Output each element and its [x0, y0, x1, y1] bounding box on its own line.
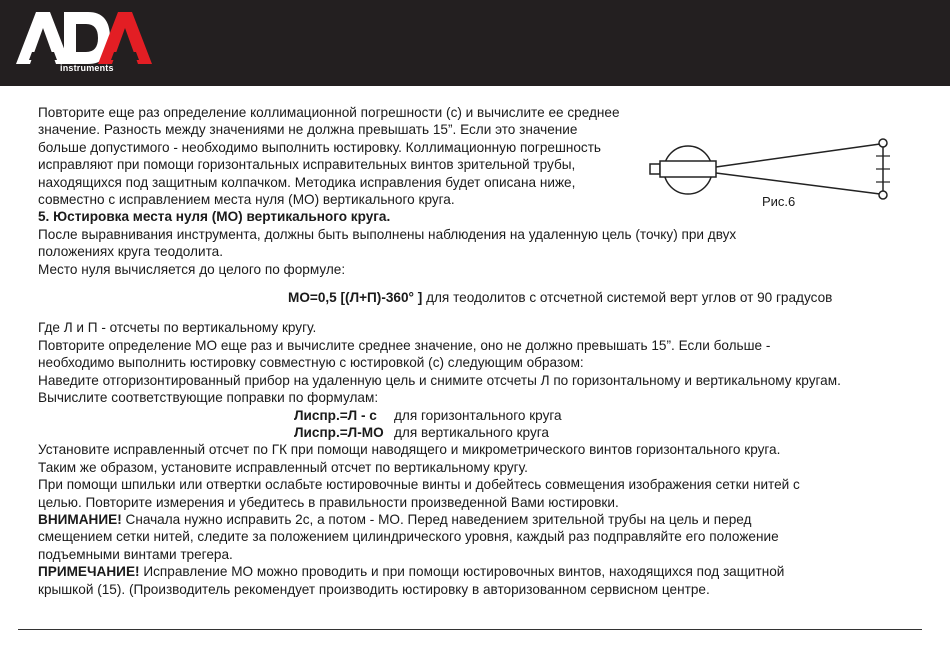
note-label: ПРИМЕЧАНИЕ! — [38, 564, 140, 580]
correction-description: для вертикального круга — [394, 424, 549, 440]
formula-note: для теодолитов с отсчетной системой верт углов от 90 градусов — [422, 290, 833, 306]
text-line: Установите исправленный отсчет по ГК при помощи наводящего и микрометрического винтов горизонтального круга. — [38, 442, 781, 458]
text-line: Таким же образом, установите исправленный отсчет по вертикальному кругу. — [38, 459, 528, 475]
correction-expression: Лиспр.=Л - с — [294, 407, 377, 423]
text-line: Повторите еще раз определение коллимационной погрешности (с) и вычислите ее среднее — [38, 105, 620, 120]
note-line — [38, 563, 913, 580]
formula-expression: МО=0,5 [(Л+П)-360° ] — [288, 290, 423, 306]
text-line: целью. Повторите измерения и убедитесь в правильности произведенной Вами юстировки. — [38, 494, 619, 510]
text-line: смещением сетки нитей, следите за положением цилиндрического уровня, каждый раз подправляйте его положение — [38, 529, 779, 545]
text-line: подъемными винтами трегера. — [38, 546, 233, 562]
text-line: положениях круга теодолита. — [38, 244, 223, 260]
warning-line — [38, 511, 913, 528]
text-line: больше допустимого - необходимо выполнить юстировку. Коллимационную погрешность — [38, 139, 602, 155]
warning-text: Сначала нужно исправить 2с, а потом - МО. Перед наведением зрительной трубы на цель и перед — [121, 511, 752, 527]
text-line: После выравнивания инструмента, должны быть выполнены наблюдения на удаленную цель (точку) при двух — [38, 226, 737, 242]
text-line: При помощи шпильки или отвертки ослабьте юстировочные винты и добейтесь совмещения изображения сетки нитей с — [38, 477, 800, 493]
text-line: Место нуля вычисляется до целого по формуле: — [38, 261, 346, 277]
formula-line — [38, 289, 913, 306]
correction-formula — [38, 424, 913, 441]
correction-expression: Лиспр.=Л-МО — [294, 424, 384, 440]
text-line: Где Л и П - отсчеты по вертикальному кругу. — [38, 320, 317, 336]
correction-formula — [38, 407, 913, 424]
text-line: крышкой (15). (Производитель рекомендует производить юстировку в авторизованном сервисном центре. — [38, 581, 710, 597]
text-line: Вычислите соответствующие поправки по формулам: — [38, 390, 379, 406]
text-line: находящихся под защитным колпачком. Методика исправления будет описана ниже, — [38, 174, 576, 190]
warning-label: ВНИМАНИЕ! — [38, 511, 122, 527]
footer-divider — [18, 629, 922, 630]
text-line: совместно с исправлением места нуля (МО) вертикального круга. — [38, 192, 455, 208]
logo-subtitle: instruments — [60, 63, 114, 73]
section-heading: 5. Юстировка места нуля (МО) вертикального круга. — [38, 209, 391, 225]
figure-label: Рис.6 — [762, 194, 796, 209]
text-line: необходимо выполнить юстировку совместную с юстировкой (с) следующим образом: — [38, 355, 584, 371]
text-line: Повторите определение МО еще раз и вычислите среднее значение, оно не должно превышать 15”. Если больше - — [38, 337, 771, 353]
text-line: исправляют при помощи горизонтальных исправительных винтов зрительной трубы, — [38, 157, 576, 173]
header-bar — [0, 0, 950, 86]
text-line: Наведите отгоризонтированный прибор на удаленную цель и снимите отсчеты Л по горизонтальному и вертикальному кругам. — [38, 372, 841, 388]
intro-paragraph — [38, 104, 668, 208]
note-text: Исправление МО можно проводить и при помощи юстировочных винтов, находящихся под защитной — [139, 564, 785, 580]
text-line: значение. Разность между значениями не должна превышать 15”. Если это значение — [38, 122, 578, 138]
correction-description: для горизонтального круга — [394, 407, 562, 423]
